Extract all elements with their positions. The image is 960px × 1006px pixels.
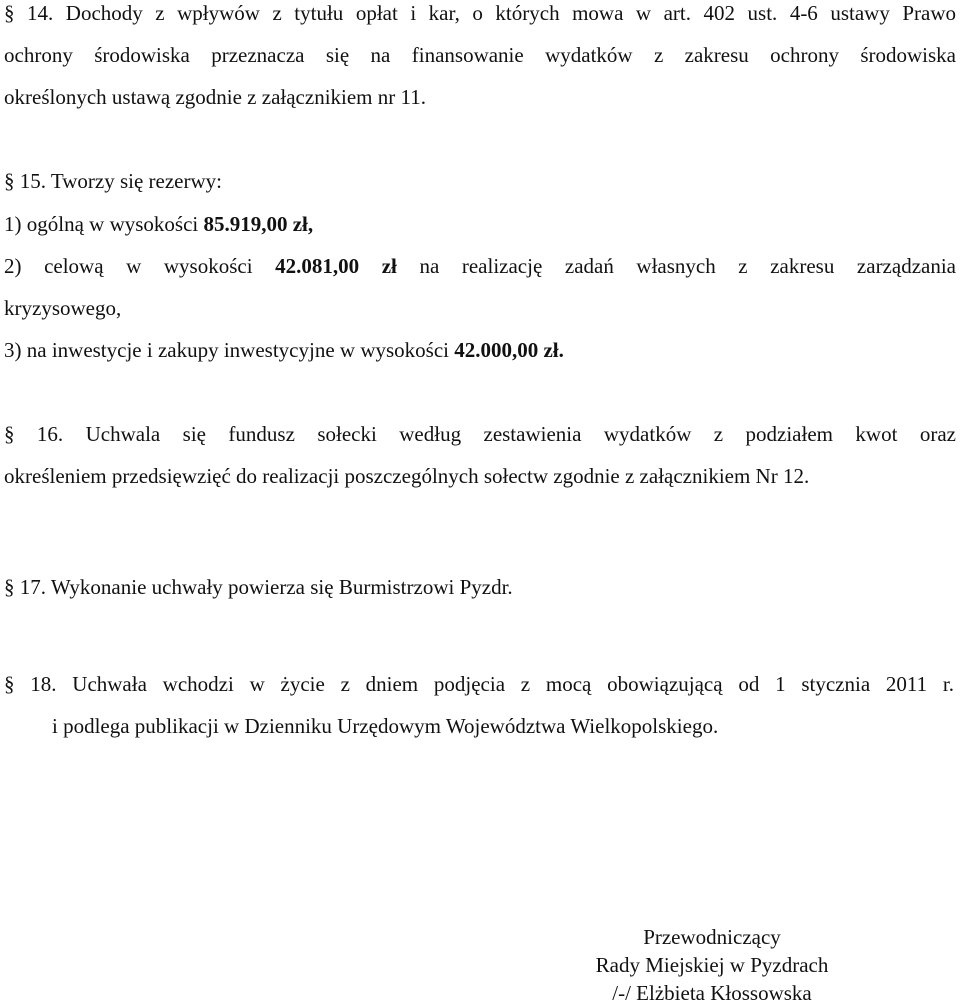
para-15-item-3-amount: 42.000,00 zł. — [454, 338, 564, 362]
para-14-line-2: ochrony środowiska przeznacza się na finansowanie wydatków z zakresu ochrony środowiska — [4, 43, 956, 67]
para-15-heading: § 15. Tworzy się rezerwy: — [4, 169, 222, 193]
para-14-line-3: określonych ustawą zgodnie z załącznikiem nr 11. — [4, 85, 426, 109]
para-16-line-2: określeniem przedsięwzięć do realizacji poszczególnych sołectw zgodnie z załącznikiem Nr 12. — [4, 464, 810, 488]
para-17-line-1: § 17. Wykonanie uchwały powierza się Burmistrzowi Pyzdr. — [4, 575, 513, 599]
para-16-line-1: § 16. Uchwala się fundusz sołecki według zestawienia wydatków z podziałem kwot oraz — [4, 422, 956, 446]
para-14-line-1: § 14. Dochody z wpływów z tytułu opłat i kar, o których mowa w art. 402 ust. 4-6 ustawy Prawo — [4, 1, 956, 25]
signature-name: /-/ Elżbieta Kłossowska — [612, 981, 812, 1005]
para-15-item-1 — [4, 211, 313, 237]
signature-body: Rady Miejskiej w Pyzdrach — [595, 953, 829, 977]
para-15-item-2-amount: 42.081,00 zł — [275, 254, 397, 278]
para-18-line-2: i podlega publikacji w Dzienniku Urzędowym Województwa Wielkopolskiego. — [52, 714, 719, 738]
para-15-item-3-text: 3) na inwestycje i zakupy inwestycyjne w wysokości — [4, 338, 455, 362]
para-15-item-1-text: 1) ogólną w wysokości — [4, 212, 204, 236]
signature-title: Przewodniczący — [643, 925, 781, 949]
para-15-item-3 — [4, 337, 564, 363]
para-15-item-1-amount: 85.919,00 zł, — [203, 212, 314, 236]
para-15-item-2-continued: kryzysowego, — [4, 296, 122, 320]
para-15-item-2 — [4, 253, 956, 279]
para-15-item-2-text-a: 2) celową w wysokości — [4, 254, 276, 278]
para-18-line-1: § 18. Uchwała wchodzi w życie z dniem podjęcia z mocą obowiązującą od 1 stycznia 2011 r. — [4, 672, 954, 696]
para-15-item-2-text-b: na realizację zadań własnych z zakresu zarządzania — [396, 254, 956, 278]
